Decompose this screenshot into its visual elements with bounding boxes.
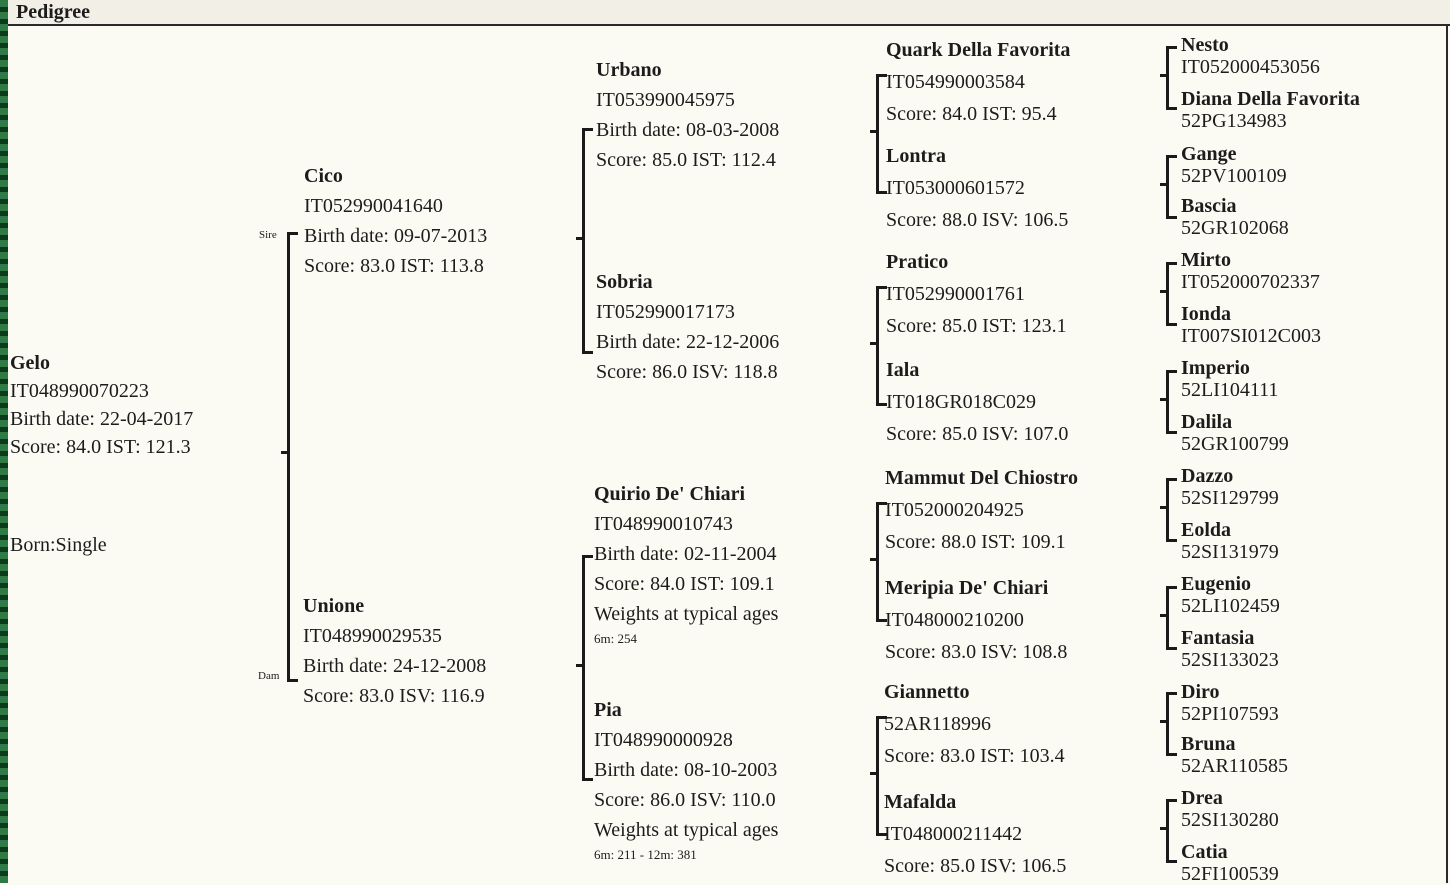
gen4-bracket-8 — [1166, 799, 1177, 863]
ancestor-score: Score: 88.0 IST: 109.1 — [885, 531, 1066, 553]
ancestor-id: IT054990003584 — [886, 71, 1025, 93]
ancestor-id: 52PV100109 — [1181, 165, 1287, 187]
ancestor-name: Diana Della Favorita — [1181, 88, 1360, 110]
pedigree-header — [8, 0, 1450, 26]
ancestor-name: Quirio De' Chiari — [594, 483, 746, 505]
gen4-ancestor — [1181, 465, 1279, 509]
gen4-ancestor — [1181, 573, 1280, 617]
ancestor-name: Pia — [594, 699, 622, 721]
ancestor-score: Score: 84.0 IST: 109.1 — [594, 573, 775, 595]
gen4-ancestor — [1181, 787, 1279, 831]
ancestor-name: Bascia — [1181, 195, 1237, 217]
ancestor-birth-date: Birth date: 02-11-2004 — [594, 543, 777, 565]
gen4-ancestor — [1181, 681, 1279, 725]
ancestor-id: IT048990010743 — [594, 513, 733, 535]
ancestor-name: Giannetto — [884, 681, 970, 703]
granddam-paternal — [596, 267, 779, 387]
gen3-ancestor — [884, 786, 1066, 882]
dam-label: Dam — [258, 670, 280, 682]
granddam-maternal — [594, 695, 778, 865]
gen3-ancestor — [886, 34, 1070, 130]
gen4-bracket-3 — [1166, 262, 1177, 326]
ancestor-id: IT007SI012C003 — [1181, 325, 1321, 347]
ancestor-id: IT048000210200 — [885, 609, 1024, 631]
ancestor-id: IT048000211442 — [884, 823, 1023, 845]
sire-parents-bracket — [582, 128, 593, 354]
weights-detail: 6m: 254 — [594, 631, 637, 646]
grandsire-paternal — [596, 55, 779, 175]
gen4-ancestor — [1181, 519, 1279, 563]
sire-id: IT052990041640 — [304, 195, 443, 217]
ancestor-name: Iala — [886, 359, 920, 381]
ancestor-id: 52LI102459 — [1181, 595, 1280, 617]
page-title: Pedigree — [16, 1, 91, 23]
gen4-bracket-6 — [1166, 586, 1177, 650]
ancestor-id: IT053990045975 — [596, 89, 735, 111]
ancestor-id: 52SI129799 — [1181, 487, 1279, 509]
gen4-bracket-1 — [1166, 46, 1177, 110]
gen4-ancestor — [1181, 143, 1287, 187]
ancestor-id: IT052990001761 — [886, 283, 1025, 305]
gen3-tick-3 — [870, 558, 878, 561]
ancestor-name: Eolda — [1181, 519, 1232, 541]
ancestor-id: 52LI104111 — [1181, 379, 1279, 401]
gen4-tick-6 — [1160, 614, 1168, 617]
gen3-ancestor — [885, 462, 1078, 558]
ancestor-name: Mafalda — [884, 791, 957, 813]
ancestor-name: Diro — [1181, 681, 1220, 703]
gen3-tick-2 — [870, 342, 878, 345]
gen4-bracket-7 — [1166, 692, 1177, 756]
ancestor-id: IT048990000928 — [594, 729, 733, 751]
ancestor-id: IT053000601572 — [886, 177, 1025, 199]
dam-id: IT048990029535 — [303, 625, 442, 647]
gen4-tick-8 — [1160, 827, 1168, 830]
gen3-ancestor — [884, 676, 1065, 772]
sire-score: Score: 83.0 IST: 113.8 — [304, 255, 484, 277]
gen4-ancestor — [1181, 733, 1288, 777]
ancestor-id: 52GR102068 — [1181, 217, 1289, 239]
ancestor-name: Bruna — [1181, 733, 1236, 755]
ancestor-id: 52GR100799 — [1181, 433, 1289, 455]
birth-type — [10, 530, 107, 560]
ancestor-score: Score: 85.0 IST: 123.1 — [886, 315, 1067, 337]
gen4-ancestor — [1181, 195, 1289, 239]
weights-heading: Weights at typical ages — [594, 819, 779, 841]
gen3-ancestor — [886, 140, 1068, 236]
ancestor-name: Drea — [1181, 787, 1223, 809]
ancestor-id: 52AR110585 — [1181, 755, 1289, 777]
ancestor-name: Sobria — [596, 271, 653, 293]
ancestor-id: 52PI107593 — [1181, 703, 1279, 725]
ancestor-name: Quark Della Favorita — [886, 39, 1071, 61]
weights-heading: Weights at typical ages — [594, 603, 779, 625]
dam-parents-bracket — [582, 555, 593, 781]
gen4-bracket-5 — [1166, 478, 1177, 542]
gen4-tick-1 — [1160, 74, 1168, 77]
ancestor-name: Ionda — [1181, 303, 1232, 325]
ancestor-name: Dalila — [1181, 411, 1233, 433]
ancestor-id: IT052000702337 — [1181, 271, 1320, 293]
ancestor-id: 52SI130280 — [1181, 809, 1279, 831]
ancestor-id: IT052000453056 — [1181, 56, 1320, 78]
ancestor-name: Mammut Del Chiostro — [885, 467, 1078, 489]
gen4-ancestor — [1181, 627, 1279, 671]
subject-birth-date: Birth date: 22-04-2017 — [10, 408, 194, 430]
ancestor-name: Nesto — [1181, 34, 1229, 56]
subject-id: IT048990070223 — [10, 380, 149, 402]
gen4-tick-3 — [1160, 290, 1168, 293]
dam-parents-tick — [576, 664, 584, 667]
ancestor-name: Meripia De' Chiari — [885, 577, 1049, 599]
parents-bracket-tick — [281, 451, 289, 454]
ancestor-name: Eugenio — [1181, 573, 1252, 595]
ancestor-birth-date: Birth date: 08-10-2003 — [594, 759, 778, 781]
gen4-ancestor — [1181, 357, 1278, 401]
dam-node — [303, 591, 486, 711]
ancestor-id: IT052000204925 — [885, 499, 1024, 521]
gen3-ancestor — [886, 354, 1068, 450]
gen4-tick-5 — [1160, 506, 1168, 509]
ancestor-score: Score: 83.0 ISV: 108.8 — [885, 641, 1068, 663]
weights-detail: 6m: 211 - 12m: 381 — [594, 847, 697, 862]
ancestor-score: Score: 85.0 IST: 112.4 — [596, 149, 776, 171]
dam-birth-date: Birth date: 24-12-2008 — [303, 655, 487, 677]
ancestor-name: Mirto — [1181, 249, 1231, 271]
sire-node — [304, 161, 487, 281]
ancestor-score: Score: 88.0 ISV: 106.5 — [886, 209, 1069, 231]
grandsire-maternal — [594, 479, 778, 649]
gen4-ancestor — [1181, 88, 1360, 132]
gen4-tick-2 — [1160, 183, 1168, 186]
subject-animal — [10, 349, 193, 461]
gen4-tick-4 — [1160, 398, 1168, 401]
ancestor-id: IT052990017173 — [596, 301, 735, 323]
ancestor-id: 52SI131979 — [1181, 541, 1279, 563]
subject-name: Gelo — [10, 352, 50, 374]
ancestor-name: Catia — [1181, 841, 1228, 863]
ancestor-score: Score: 83.0 IST: 103.4 — [884, 745, 1065, 767]
ancestor-id: 52PG134983 — [1181, 110, 1287, 132]
ancestor-score: Score: 85.0 ISV: 107.0 — [886, 423, 1069, 445]
sire-parents-tick — [576, 237, 584, 240]
ancestor-id: 52FI100539 — [1181, 863, 1279, 885]
gen4-tick-7 — [1160, 720, 1168, 723]
subject-score: Score: 84.0 IST: 121.3 — [10, 436, 191, 458]
ancestor-birth-date: Birth date: 22-12-2006 — [596, 331, 780, 353]
ancestor-birth-date: Birth date: 08-03-2008 — [596, 119, 780, 141]
sire-name: Cico — [304, 165, 343, 187]
gen4-bracket-2 — [1166, 155, 1177, 219]
ancestor-name: Pratico — [886, 251, 949, 273]
born-type-label: Born:Single — [10, 534, 107, 556]
ancestor-id: IT018GR018C029 — [886, 391, 1036, 413]
ancestor-name: Imperio — [1181, 357, 1250, 379]
sire-birth-date: Birth date: 09-07-2013 — [304, 225, 488, 247]
sire-label: Sire — [259, 229, 277, 241]
dam-score: Score: 83.0 ISV: 116.9 — [303, 685, 485, 707]
ancestor-id: 52AR118996 — [884, 713, 992, 735]
ancestor-id: 52SI133023 — [1181, 649, 1279, 671]
ancestor-score: Score: 86.0 ISV: 110.0 — [594, 789, 776, 811]
gen3-ancestor — [886, 246, 1067, 342]
gen4-ancestor — [1181, 841, 1279, 885]
ancestor-name: Fantasia — [1181, 627, 1255, 649]
decorative-border — [0, 0, 8, 883]
gen3-ancestor — [885, 572, 1067, 668]
ancestor-name: Dazzo — [1181, 465, 1234, 487]
gen4-ancestor — [1181, 303, 1321, 347]
gen4-ancestor — [1181, 411, 1289, 455]
ancestor-score: Score: 84.0 IST: 95.4 — [886, 103, 1057, 125]
gen4-bracket-4 — [1166, 370, 1177, 434]
parents-bracket — [287, 232, 298, 682]
dam-name: Unione — [303, 595, 365, 617]
frame-border — [1446, 24, 1448, 883]
gen4-ancestor — [1181, 34, 1320, 78]
ancestor-score: Score: 86.0 ISV: 118.8 — [596, 361, 778, 383]
gen3-tick-1 — [870, 130, 878, 133]
ancestor-name: Gange — [1181, 143, 1237, 165]
gen3-tick-4 — [870, 772, 878, 775]
ancestor-score: Score: 85.0 ISV: 106.5 — [884, 855, 1067, 877]
gen4-ancestor — [1181, 249, 1320, 293]
ancestor-name: Lontra — [886, 145, 946, 167]
ancestor-name: Urbano — [596, 59, 662, 81]
